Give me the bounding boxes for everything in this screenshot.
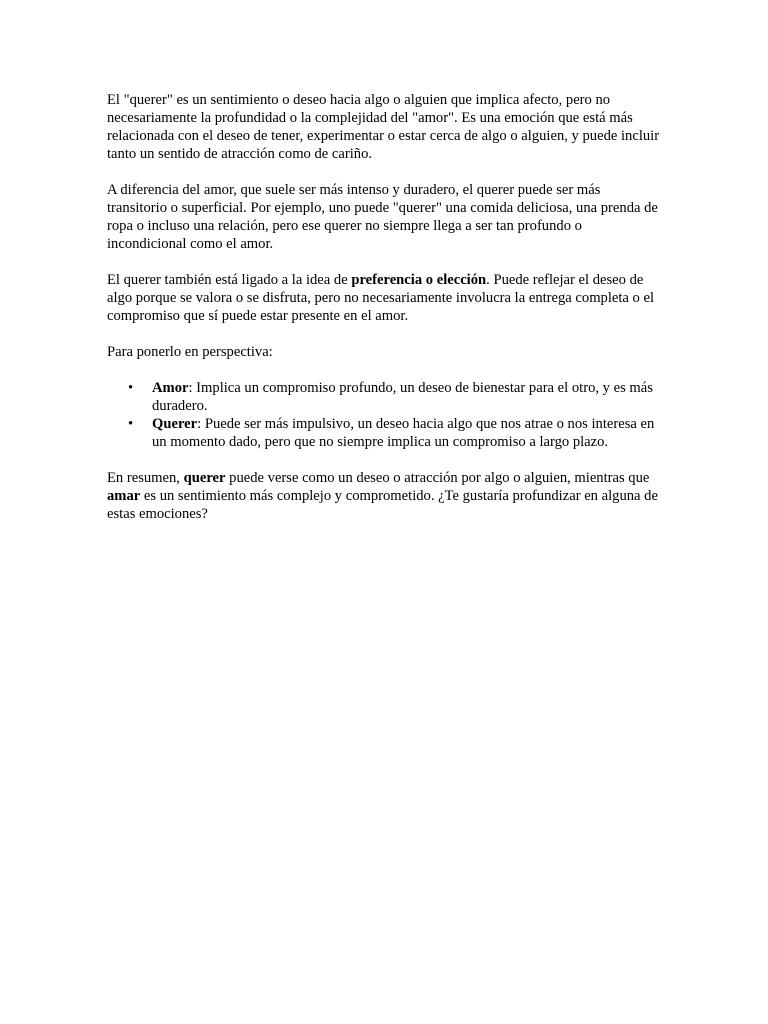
paragraph-3 <box>107 271 663 325</box>
paragraph-2-text: A diferencia del amor, que suele ser más intenso y duradero, el querer puede ser más transitorio o superficial. Por ejemplo, uno puede "querer" una comida deliciosa, una prenda de ropa o incluso una relación, pero ese querer no siempre llega a ser tan profundo o incondicional como el amor. <box>107 182 658 252</box>
paragraph-3-text-before: El querer también está ligado a la idea de <box>107 272 352 288</box>
paragraph-4 <box>107 343 663 361</box>
list-item-term: Amor <box>152 380 189 396</box>
paragraph-5-text-3: es un sentimiento más complejo y comprometido. ¿Te gustaría profundizar en alguna de estas emociones? <box>107 488 658 522</box>
paragraph-5-bold-1: querer <box>183 470 226 486</box>
paragraph-1-text: El "querer" es un sentimiento o deseo hacia algo o alguien que implica afecto, pero no necesariamente la profundidad o la complejidad del "amor". Es una emoción que está más relacionada con el deseo de tener, experimentar o estar cerca de algo o alguien, y puede incluir tanto un sentido de atracción como de cariño. <box>107 92 660 162</box>
list-item-text: : Implica un compromiso profundo, un deseo de bienestar para el otro, y es más duradero. <box>152 380 653 414</box>
paragraph-4-text: Para ponerlo en perspectiva: <box>107 344 273 360</box>
comparison-list <box>107 379 663 451</box>
document-body <box>107 91 663 541</box>
paragraph-5-text-1: En resumen, <box>107 470 184 486</box>
list-item-amor <box>128 379 663 415</box>
list-item-querer <box>128 415 663 451</box>
bullet-icon: • <box>128 416 134 432</box>
paragraph-5 <box>107 469 663 523</box>
paragraph-5-bold-2: amar <box>107 488 141 504</box>
paragraph-3-bold: preferencia o elección <box>351 272 487 288</box>
bullet-icon: • <box>128 380 134 396</box>
paragraph-5-text-2: puede verse como un deseo o atracción por algo o alguien, mientras que <box>225 470 650 486</box>
paragraph-1 <box>107 91 663 163</box>
list-item-term: Querer <box>152 416 198 432</box>
paragraph-3-text-after: . Puede reflejar el deseo de algo porque se valora o se disfruta, pero no necesariamente involucra la entrega completa o el compromiso que sí puede estar presente en el amor. <box>107 272 655 324</box>
paragraph-2 <box>107 181 663 253</box>
list-item-text: : Puede ser más impulsivo, un deseo hacia algo que nos atrae o nos interesa en un momento dado, pero que no siempre implica un compromiso a largo plazo. <box>152 416 655 450</box>
